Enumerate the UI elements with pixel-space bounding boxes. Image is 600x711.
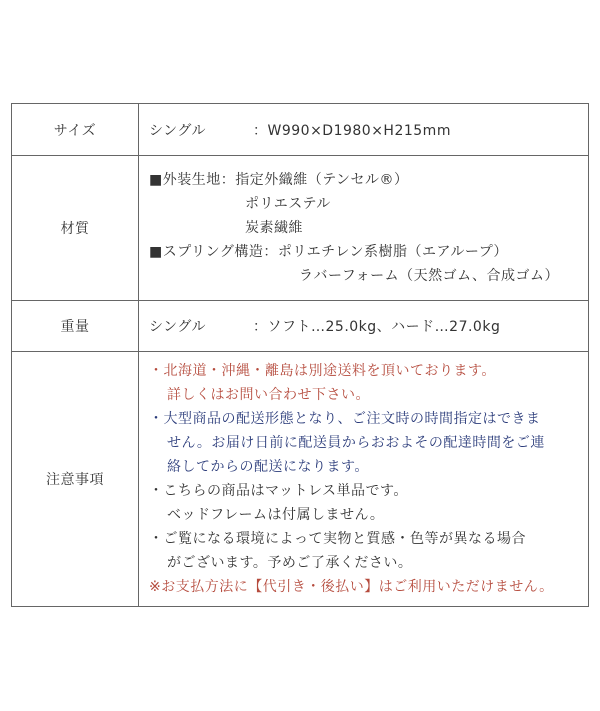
spec-row-material — [12, 156, 589, 301]
material-line-outer-fabric: ■外装生地：指定外織維（テンセル®） — [149, 172, 409, 188]
note-payment-method: ※お支払方法に【代引き・後払い】はご利用いただけません。 — [149, 579, 554, 595]
weight-value: ：ソフト…25.0kg、ハード…27.0kg — [253, 319, 501, 335]
note-delivery-3: 絡してからの配送になります。 — [167, 459, 369, 475]
spec-value-notes — [139, 352, 589, 607]
note-delivery-1: ・大型商品の配送形態となり、ご注文時の時間指定はできま — [149, 411, 541, 427]
weight-key: シングル — [149, 319, 206, 335]
weight-spec-line — [149, 319, 500, 335]
spec-value-weight — [139, 301, 589, 352]
note-delivery-2: せん。お届け日前に配送員からおおよその配達時間をご連 — [167, 435, 545, 451]
spec-label-notes: 注意事項 — [12, 352, 139, 607]
note-no-frame: ベッドフレームは付属しません。 — [167, 507, 385, 523]
spec-value-size — [139, 104, 589, 156]
material-line-rubber-foam: ラバーフォーム（天然ゴム、合成ゴム） — [299, 268, 560, 284]
spec-row-weight — [12, 301, 589, 352]
spec-value-material — [139, 156, 589, 301]
size-spec-line — [149, 123, 451, 139]
spec-row-size — [12, 104, 589, 156]
note-appearance-1: ・ご覧になる環境によって実物と質感・色等が異なる場合 — [149, 531, 526, 547]
material-line-carbon-fiber: 炭素繊維 — [245, 220, 303, 236]
material-line-polyester: ポリエステル — [245, 196, 331, 212]
material-line-spring-structure: ■スプリング構造：ポリエチレン系樹脂（エアループ） — [149, 244, 508, 260]
spec-label-material: 材質 — [12, 156, 139, 301]
note-shipping-remote: ・北海道・沖縄・離島は別途送料を頂いております。 — [149, 363, 496, 379]
spec-label-size: サイズ — [12, 104, 139, 156]
note-shipping-inquiry: 詳しくはお問い合わせ下さい。 — [167, 387, 370, 403]
size-key: シングル — [149, 122, 206, 139]
spec-row-notes — [12, 352, 589, 607]
product-spec-table — [11, 103, 589, 607]
spec-label-weight: 重量 — [12, 301, 139, 352]
size-value: ：W990×D1980×H215mm — [253, 122, 451, 139]
note-mattress-only: ・こちらの商品はマットレス単品です。 — [149, 483, 408, 499]
note-appearance-2: がございます。予めご了承ください。 — [167, 555, 413, 571]
